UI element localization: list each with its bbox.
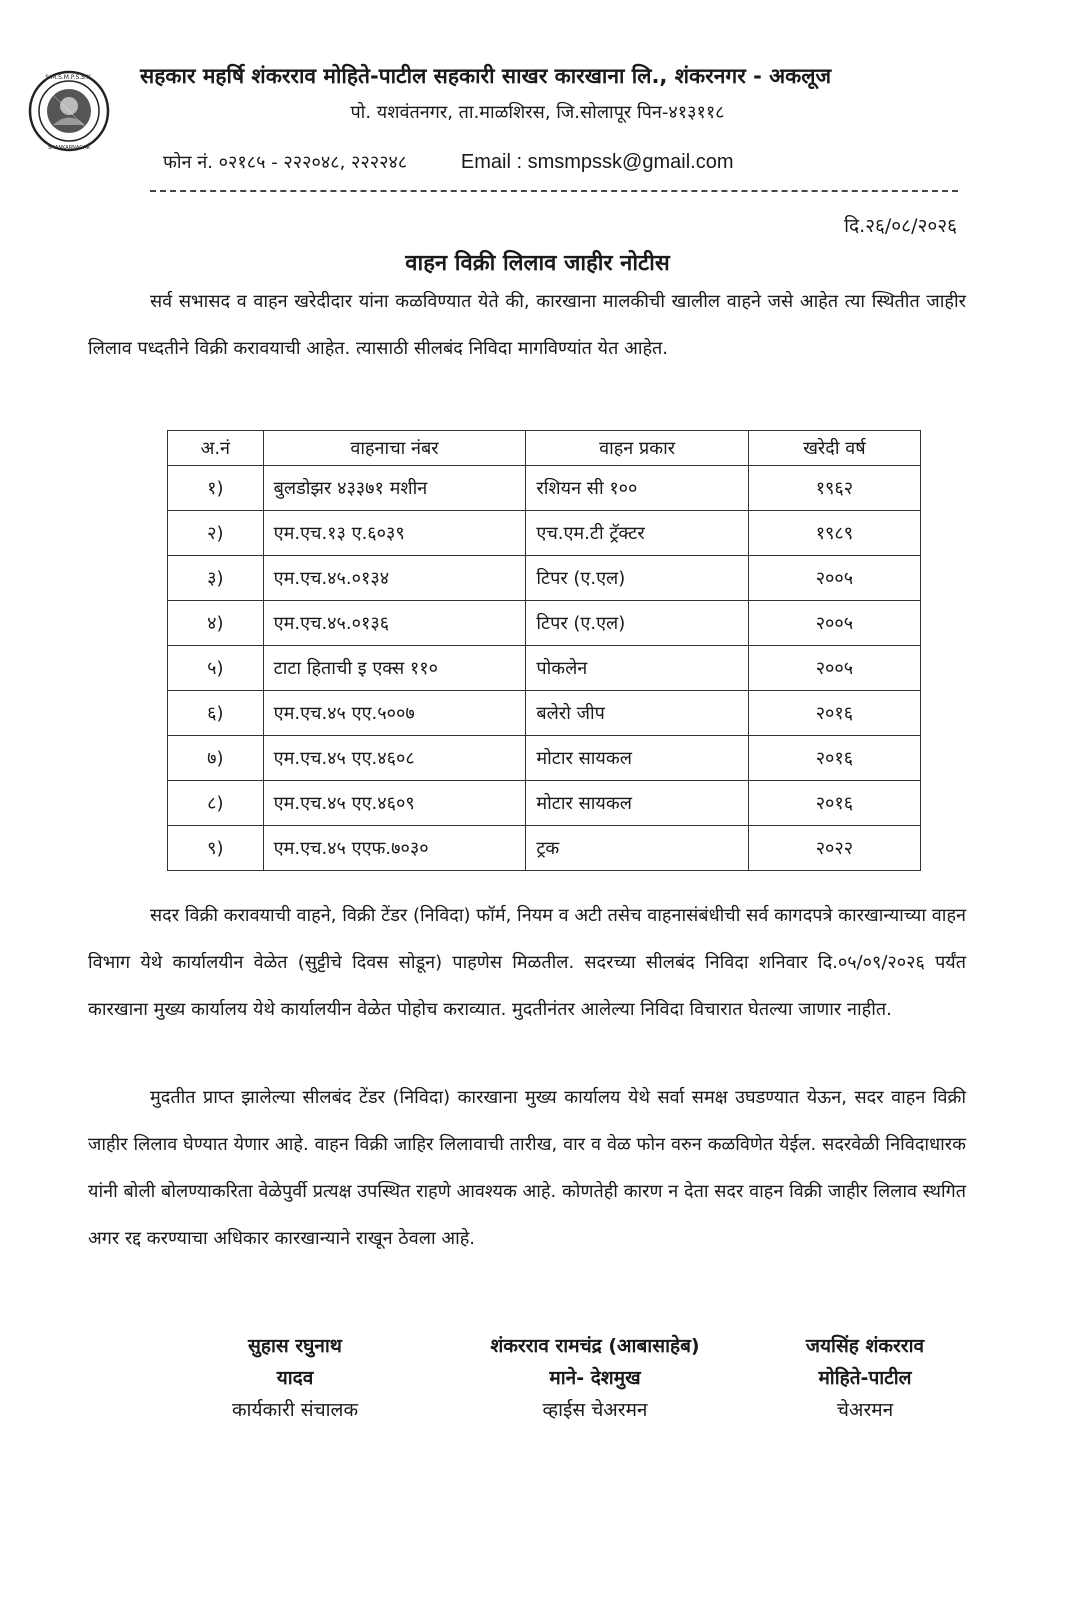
table-row — [168, 556, 921, 601]
intro-paragraph: सर्व सभासद व वाहन खरेदीदार यांना कळविण्यात येते की, कारखाना मालकीची खालील वाहने जसे आहेत त्या स्थितीत जाहीर लिलाव पध्दतीने विक्री करावयाची आहेत. त्यासाठी सीलबंद निविदा मागविण्यांत येत आहेत. — [88, 291, 966, 359]
cell-vehicle-number: एम.एच.४५ एएफ.७०३० — [263, 826, 526, 871]
cell-vehicle-type: मोटार सायकल — [526, 736, 748, 781]
notice-date: दि.२६/०८/२०२६ — [844, 215, 957, 237]
cell-serial: ३) — [168, 556, 264, 601]
cell-vehicle-number: बुलडोझर ४३३७१ मशीन — [263, 466, 526, 511]
table-header-row — [168, 431, 921, 466]
table-row — [168, 826, 921, 871]
cell-vehicle-number: एम.एच.४५.०१३६ — [263, 601, 526, 646]
signatory-chairman — [765, 1330, 965, 1426]
cell-purchase-year: १९६२ — [748, 466, 920, 511]
table-row — [168, 691, 921, 736]
signatory-surname: यादव — [276, 1367, 314, 1389]
cell-purchase-year: २०२२ — [748, 826, 920, 871]
cell-serial: ६) — [168, 691, 264, 736]
inspection-paragraph: सदर विक्री करावयाची वाहने, विक्री टेंडर (निविदा) फॉर्म, नियम व अटी तसेच वाहनासंबंधीची सर्व कागदपत्रे कारखान्याच्या वाहन विभाग येथे कार्यालयीन वेळेत (सुट्टीचे दिवस सोडून) पाहणेस मिळतील. सदरच्या सीलबंद निविदा शनिवार दि.०५/०९/२०२६ पर्यंत कारखाना मुख्य कार्यालय येथे कार्यालयीन वेळेत पोहोच कराव्यात. मुदतीनंतर आलेल्या निविदा विचारात घेतल्या जाणार नाहीत. — [88, 905, 966, 1020]
cell-serial: ८) — [168, 781, 264, 826]
table-row — [168, 511, 921, 556]
notice-title: वाहन विक्री लिलाव जाहीर नोटीस — [405, 251, 670, 276]
cell-serial: ९) — [168, 826, 264, 871]
cell-vehicle-type: टिपर (ए.एल) — [526, 556, 748, 601]
table-row — [168, 736, 921, 781]
header-vehicle-type: वाहन प्रकार — [526, 431, 748, 466]
cell-vehicle-number: एम.एच.४५ एए.४६०८ — [263, 736, 526, 781]
cell-serial: ५) — [168, 646, 264, 691]
table-row — [168, 781, 921, 826]
cell-purchase-year: २०१६ — [748, 691, 920, 736]
signatory-surname: माने- देशमुख — [549, 1367, 641, 1389]
cell-vehicle-number: एम.एच.४५ एए.५००७ — [263, 691, 526, 736]
cell-serial: ४) — [168, 601, 264, 646]
cell-serial: ७) — [168, 736, 264, 781]
cell-vehicle-number: एम.एच.१३ ए.६०३९ — [263, 511, 526, 556]
cell-vehicle-type: एच.एम.टी ट्रॅक्टर — [526, 511, 748, 556]
cell-vehicle-type: टिपर (ए.एल) — [526, 601, 748, 646]
cell-vehicle-type: बलेरो जीप — [526, 691, 748, 736]
header-divider — [150, 190, 958, 192]
table-row — [168, 646, 921, 691]
signatory-name: जयसिंह शंकरराव — [805, 1335, 925, 1357]
cell-purchase-year: २०१६ — [748, 781, 920, 826]
signatory-role: चेअरमन — [836, 1399, 894, 1421]
signatory-name: सुहास रघुनाथ — [248, 1335, 342, 1357]
signatory-name: शंकरराव रामचंद्र (आबासाहेब) — [490, 1335, 700, 1357]
cell-vehicle-type: मोटार सायकल — [526, 781, 748, 826]
header-purchase-year: खरेदी वर्ष — [748, 431, 920, 466]
cell-purchase-year: २०१६ — [748, 736, 920, 781]
email-address: Email : smsmpssk@gmail.com — [460, 151, 734, 173]
table-row — [168, 466, 921, 511]
cell-vehicle-number: एम.एच.४५ एए.४६०९ — [263, 781, 526, 826]
organization-address: पो. यशवंतनगर, ता.माळशिरस, जि.सोलापूर पिन-४१३११८ — [350, 102, 725, 123]
cell-vehicle-type: रशियन सी १०० — [526, 466, 748, 511]
contact-line — [163, 150, 1043, 174]
cell-serial: २) — [168, 511, 264, 556]
auction-paragraph: मुदतीत प्राप्त झालेल्या सीलबंद टेंडर (निविदा) कारखाना मुख्य कार्यालय येथे सर्वा समक्ष उघडण्यात येऊन, सदर वाहन विक्री जाहीर लिलाव घेण्यात येणार आहे. वाहन विक्री जाहिर लिलावाची तारीख, वार व वेळ फोन वरुन कळविणेत येईल. सदरवेळी निविदाधारक यांनी बोली बोलण्याकरिता वेळेपुर्वी प्रत्यक्ष उपस्थित राहणे आवश्यक आहे. कोणतेही कारण न देता सदर वाहन विक्री जाहीर लिलाव स्थगित अगर रद्द करण्याचा अधिकार कारखान्याने राखून ठेवला आहे. — [88, 1087, 966, 1249]
phone-numbers: फोन नं. ०२१८५ - २२२०४८, २२२२४८ — [163, 152, 408, 173]
header-vehicle-number: वाहनाचा नंबर — [263, 431, 526, 466]
cell-vehicle-type: ट्रक — [526, 826, 748, 871]
signatory-vice-chairman — [445, 1330, 745, 1426]
cell-serial: १) — [168, 466, 264, 511]
cell-purchase-year: १९८९ — [748, 511, 920, 556]
table-row — [168, 601, 921, 646]
header-serial: अ.नं — [168, 431, 264, 466]
cell-vehicle-type: पोकलेन — [526, 646, 748, 691]
signatory-surname: मोहिते-पाटील — [818, 1367, 912, 1389]
cell-purchase-year: २००५ — [748, 646, 920, 691]
signatory-role: व्हाईस चेअरमन — [542, 1399, 648, 1421]
signatory-executive-director — [195, 1330, 395, 1426]
signatory-role: कार्यकारी संचालक — [231, 1399, 359, 1421]
svg-text:S.M.S.M.P.S.S.K.: S.M.S.M.P.S.S.K. — [45, 74, 93, 81]
cell-purchase-year: २००५ — [748, 601, 920, 646]
organization-name: सहकार महर्षि शंकरराव मोहिते-पाटील सहकारी साखर कारखाना लि., शंकरनगर - अकलूज — [140, 64, 832, 88]
vehicle-table — [167, 430, 921, 871]
svg-text:SHANKARNAGAR: SHANKARNAGAR — [47, 145, 91, 151]
cell-purchase-year: २००५ — [748, 556, 920, 601]
cell-vehicle-number: टाटा हिताची इ एक्स ११० — [263, 646, 526, 691]
cell-vehicle-number: एम.एच.४५.०१३४ — [263, 556, 526, 601]
